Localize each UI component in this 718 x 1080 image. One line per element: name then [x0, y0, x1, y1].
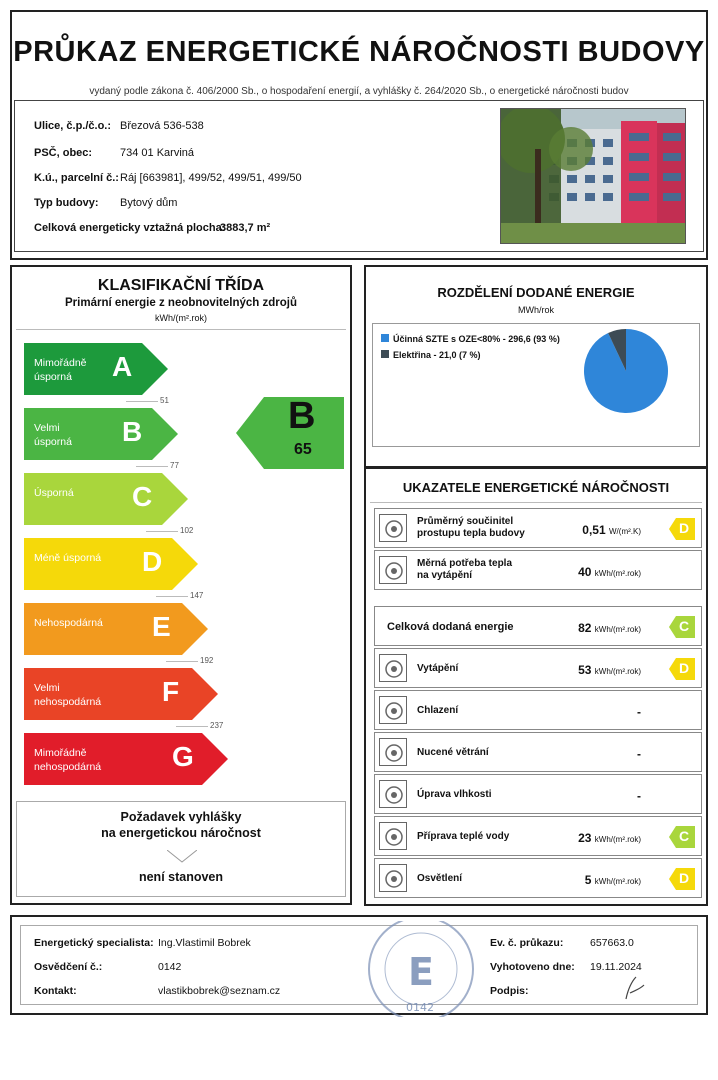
class-threshold: 102	[180, 526, 194, 535]
specialist-label: Energetický specialista:	[34, 937, 154, 949]
class-letter: F	[162, 676, 180, 707]
street-label: Ulice, č.p./č.o.:	[34, 120, 112, 132]
indicator-badge: D	[669, 658, 695, 685]
indicator-row	[374, 816, 702, 856]
class-threshold: 192	[200, 656, 214, 665]
requirement-title-1: Požadavek vyhlášky	[120, 810, 242, 824]
requirement-title-2: na energetickou náročnost	[101, 826, 261, 840]
ku-value: Ráj [663981], 499/52, 499/51, 499/50	[120, 172, 302, 184]
indicator-label: Chlazení	[417, 705, 459, 716]
class-letter: D	[142, 546, 163, 577]
tap-icon	[379, 822, 407, 850]
indicator-value: 53 kWh/(m².rok)	[578, 663, 641, 677]
indicator-row	[374, 550, 702, 590]
class-name: Mimořádně úsporná	[34, 357, 87, 383]
class-letter: G	[172, 741, 194, 772]
indicator-value: 5 kWh/(m².rok)	[584, 873, 641, 887]
indicator-badge: C	[669, 616, 695, 643]
indicator-badge: D	[669, 518, 695, 545]
class-name: Velmi nehospodárná	[34, 682, 102, 708]
heat-waves-icon	[379, 556, 407, 584]
document-subtitle: vydaný podle zákona č. 406/2000 Sb., o hospodaření energií, a vyhlášky č. 264/2020 Sb., o energetické náročnosti budov	[89, 86, 629, 97]
psc-label: PSČ, obec:	[34, 147, 93, 159]
class-arrow-c	[24, 473, 188, 525]
indicator-value: 82 kWh/(m².rok)	[578, 621, 641, 635]
legend-swatch-1	[381, 334, 389, 342]
indicator-value: -	[637, 747, 641, 761]
street-row	[34, 120, 204, 132]
psc-value: 734 01 Karviná	[120, 147, 194, 159]
indicator-value: -	[637, 789, 641, 803]
indicator-label: Osvětlení	[417, 873, 463, 884]
indicator-row	[374, 732, 702, 772]
type-row	[34, 197, 178, 209]
requirement-value: není stanoven	[138, 870, 224, 884]
svg-text:E: E	[408, 950, 434, 994]
date-label: Vyhotoveno dne:	[490, 961, 575, 973]
distribution-unit: MWh/rok	[518, 305, 554, 315]
footer-panel	[10, 915, 708, 1015]
class-letter: A	[112, 351, 133, 382]
area-row	[34, 222, 271, 234]
sign-label: Podpis:	[490, 985, 529, 997]
class-name: Nehospodárná	[34, 617, 103, 629]
result-letter: B	[288, 395, 316, 437]
ev-label: Ev. č. průkazu:	[490, 937, 564, 949]
class-name: Méně úsporná	[34, 552, 102, 564]
class-letter: B	[122, 416, 143, 447]
indicator-badge: C	[669, 826, 695, 853]
humidity-icon	[379, 780, 407, 808]
indicator-value: -	[637, 705, 641, 719]
class-name: Mimořádně nehospodárná	[34, 747, 102, 773]
building-photo	[500, 108, 686, 244]
indicator-badge: D	[669, 868, 695, 895]
indicator-label: Nucené větrání	[417, 747, 489, 758]
contact-value: vlastikbobrek@seznam.cz	[158, 985, 281, 997]
class-arrow-e	[24, 603, 208, 655]
legend-swatch-2	[381, 350, 389, 358]
indicator-row	[374, 774, 702, 814]
legend-item-2: Elektřina - 21,0 (7 %)	[381, 350, 481, 360]
bulb-icon	[379, 864, 407, 892]
class-arrow-f	[24, 668, 218, 720]
class-threshold: 51	[160, 396, 169, 405]
class-arrow-b	[24, 408, 178, 460]
area-label: Celková energeticky vztažná plocha:	[34, 222, 226, 234]
cert-value: 0142	[158, 961, 182, 973]
ku-row	[34, 172, 302, 184]
class-name: Úsporná	[34, 487, 74, 499]
indicators-panel	[364, 466, 708, 906]
specialist-value: Ing.Vlastimil Bobrek	[158, 937, 251, 949]
contact-label: Kontakt:	[34, 985, 77, 997]
indicator-label: Průměrný součinitel prostupu tepla budovy	[417, 516, 525, 539]
date-value: 19.11.2024	[590, 961, 642, 973]
requirement-box	[16, 801, 346, 897]
classification-title: KLASIFIKAČNÍ TŘÍDA	[97, 277, 265, 294]
indicator-value: 23 kWh/(m².rok)	[578, 831, 641, 845]
classification-panel	[10, 265, 352, 905]
svg-text:0142: 0142	[406, 1001, 434, 1014]
signature	[616, 975, 646, 1003]
house-icon	[379, 514, 407, 542]
class-arrow-g	[24, 733, 228, 785]
indicator-label: Celková dodaná energie	[387, 621, 514, 633]
distribution-panel	[364, 265, 708, 469]
class-threshold: 237	[210, 721, 224, 730]
indicator-row	[374, 648, 702, 688]
threshold-line	[176, 726, 208, 727]
area-value: 3883,7 m²	[220, 222, 271, 234]
ku-label: K.ú., parcelní č.:	[34, 172, 119, 184]
pie-chart	[583, 328, 669, 414]
threshold-line	[156, 596, 188, 597]
thermometer-hot-icon	[379, 654, 407, 682]
class-arrow-a	[24, 343, 168, 395]
type-value: Bytový dům	[120, 197, 178, 209]
indicator-row	[374, 858, 702, 898]
distribution-title: ROZDĚLENÍ DODANÉ ENERGIE	[437, 285, 635, 300]
thermometer-cold-icon	[379, 696, 407, 724]
indicator-value: 0,51 W/(m².K)	[582, 523, 641, 537]
cert-label: Osvědčení č.:	[34, 961, 103, 973]
indicator-label: Měrná potřeba tepla na vytápění	[417, 558, 513, 581]
requirement-pointer-icon	[167, 850, 197, 864]
classification-unit: kWh/(m².rok)	[155, 313, 207, 323]
indicators-title: UKAZATELE ENERGETICKÉ NÁROČNOSTI	[402, 480, 670, 495]
indicator-row	[374, 606, 702, 646]
class-threshold: 77	[170, 461, 179, 470]
indicator-label: Vytápění	[417, 663, 459, 674]
psc-row	[34, 147, 194, 159]
threshold-line	[136, 466, 168, 467]
divider	[16, 329, 346, 330]
ev-value: 657663.0	[590, 937, 634, 949]
type-label: Typ budovy:	[34, 197, 99, 209]
threshold-line	[126, 401, 158, 402]
street-value: Březová 536-538	[120, 120, 204, 132]
threshold-line	[146, 531, 178, 532]
result-value: 65	[294, 441, 312, 458]
indicator-row	[374, 508, 702, 548]
indicator-label: Příprava teplé vody	[417, 831, 510, 842]
indicator-row	[374, 690, 702, 730]
stamp-seal	[356, 921, 486, 1017]
document-title: PRŮKAZ ENERGETICKÉ NÁROČNOSTI BUDOVY	[13, 36, 705, 68]
class-name: Velmi úsporná	[34, 422, 72, 448]
fan-icon	[379, 738, 407, 766]
indicator-label: Úprava vlhkosti	[417, 789, 492, 800]
distribution-chart	[372, 323, 700, 447]
class-letter: C	[132, 481, 153, 512]
classification-subtitle: Primární energie z neobnovitelných zdrojů	[65, 297, 297, 309]
divider	[370, 502, 702, 503]
class-arrow-d	[24, 538, 198, 590]
threshold-line	[166, 661, 198, 662]
indicator-value: 40 kWh/(m².rok)	[578, 565, 641, 579]
class-threshold: 147	[190, 591, 204, 600]
result-arrow	[236, 397, 344, 469]
class-letter: E	[152, 611, 171, 642]
legend-item-1: Účinná SZTE s OZE<80% - 296,6 (93 %)	[381, 334, 560, 344]
